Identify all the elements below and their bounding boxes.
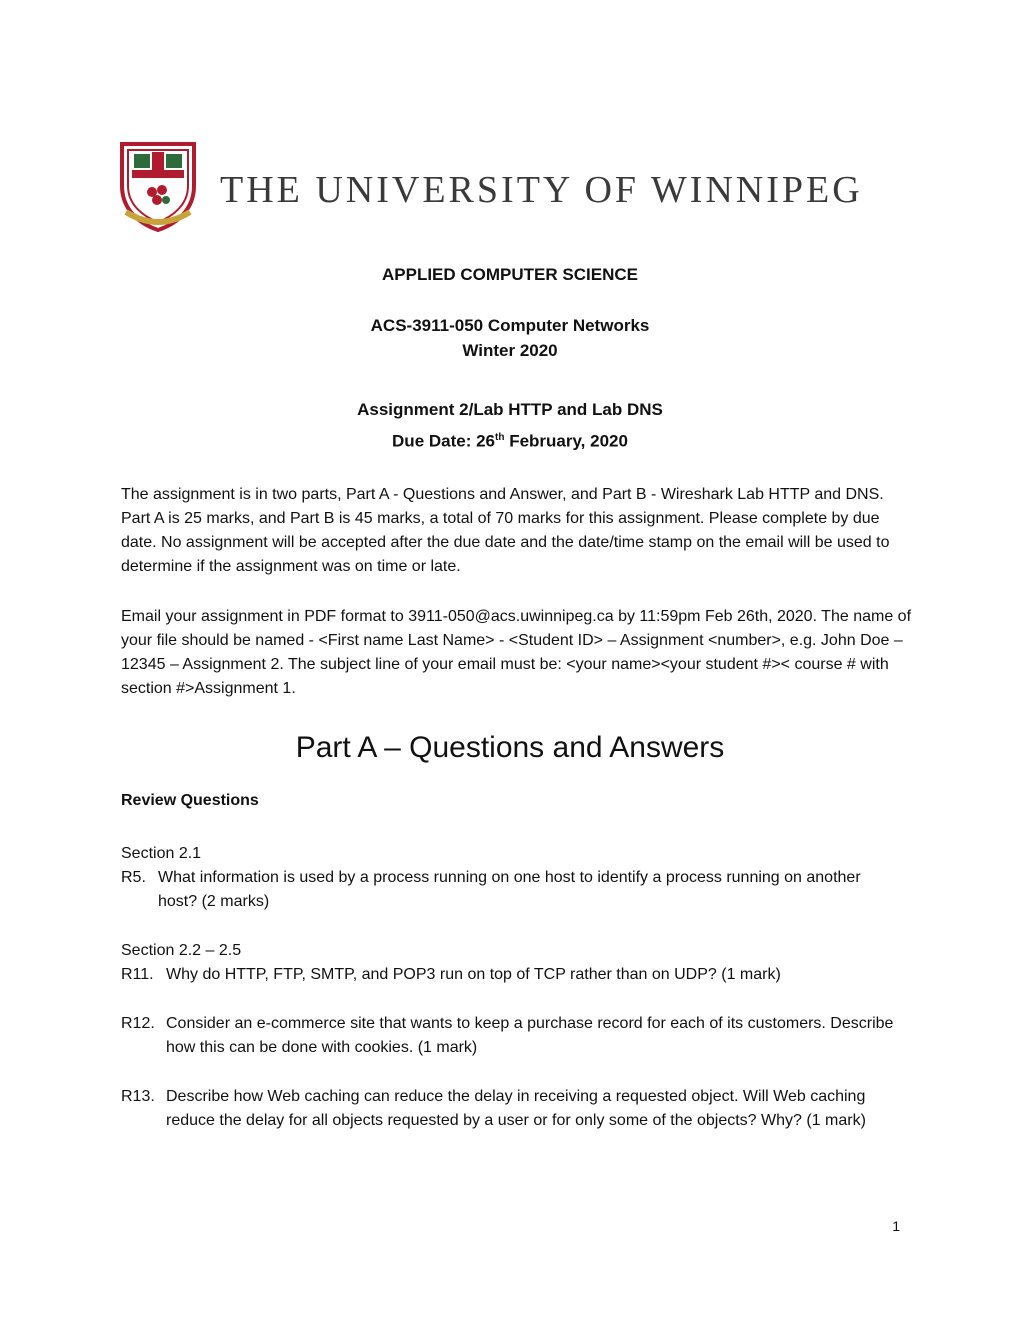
due-date — [0, 426, 1020, 454]
question-number: R12. — [121, 1015, 155, 1032]
university-wordmark: THE UNIVERSITY OF WINNIPEG — [220, 169, 863, 211]
question-text: Describe how Web caching can reduce the delay in receiving a requested object. Will Web caching reduce the delay for all objects requested by a user or for only some of the objects? Why? (1 mark) — [166, 1088, 866, 1129]
question-text: Why do HTTP, FTP, SMTP, and POP3 run on top of TCP rather than on UDP? (1 mark) — [166, 966, 781, 983]
university-crest-icon — [118, 140, 198, 232]
intro-paragraph-1: The assignment is in two parts, Part A - Questions and Answer, and Part B - Wireshark Lab HTTP and DNS. Part A is 25 marks, and Part B is 45 marks, a total of 70 marks for this assignment. Please complete by due date. No assignment will be accepted after the due date and the date/time stamp on the email will be used to determine if the assignment was on time or late. — [121, 486, 890, 575]
question-number: R13. — [121, 1088, 155, 1105]
intro-paragraph-2: Email your assignment in PDF format to 3911-050@acs.uwinnipeg.ca by 11:59pm Feb 26th, 2020. The name of your file should be named - <First name Last Name> - <Student ID> – Assignment <number>, e.g. John Doe – 12345 – Assignment 2. The subject line of your email must be: <your name><your student #>< course # with section #>Assignment 1. — [121, 608, 912, 697]
due-date-superscript: th — [495, 432, 505, 443]
university-logo — [118, 140, 900, 232]
department-title: APPLIED COMPUTER SCIENCE — [382, 265, 638, 284]
question-number: R11. — [121, 966, 154, 983]
due-date-suffix: February, 2020 — [504, 431, 628, 451]
section-2-2-label: Section 2.2 – 2.5 — [121, 942, 242, 959]
section-2-1-label: Section 2.1 — [121, 845, 202, 862]
course-title: ACS-3911-050 Computer Networks — [370, 316, 650, 335]
page-number: 1 — [892, 1218, 900, 1234]
term-title: Winter 2020 — [462, 341, 558, 360]
question-text: Consider an e-commerce site that wants to keep a purchase record for each of its customers. Describe how this can be done with cookies. (1 mark) — [166, 1015, 894, 1056]
question-number: R5. — [121, 869, 146, 886]
due-date-prefix: Due Date: 26 — [392, 431, 496, 451]
part-a-title: Part A – Questions and Answers — [295, 731, 725, 764]
question-text: What information is used by a process running on one host to identify a process running on another host? (2 marks) — [158, 869, 861, 910]
assignment-title: Assignment 2/Lab HTTP and Lab DNS — [357, 400, 663, 419]
review-questions-heading: Review Questions — [121, 792, 259, 809]
